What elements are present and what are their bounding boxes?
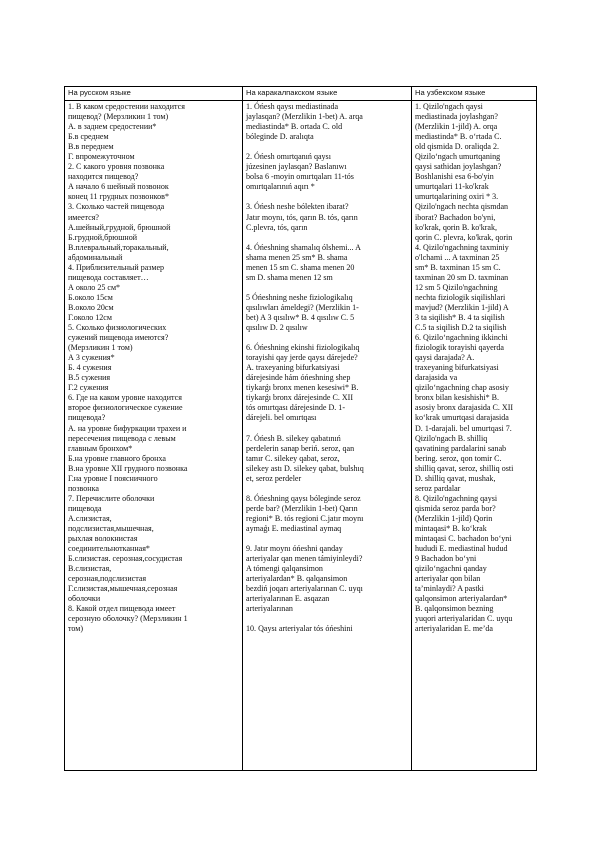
text-line: menen 15 sm C. shama menen 20 [246, 262, 355, 272]
text-line: пищевода? [68, 413, 106, 423]
text-line: подслизистая,мышечная, [68, 523, 154, 533]
text-line: A tómengi qalqansimon [246, 564, 323, 574]
text-line: 5 Óńeshning neshe fiziologikalıq [246, 292, 353, 302]
text-line: Г.на уровне I поясничного [68, 473, 158, 483]
text-line: А. на уровне бифуркации трахеи и [68, 423, 187, 433]
text-line: mediastinda* B. ortada C. old [246, 122, 343, 132]
text-line: Б.в среднем [68, 132, 109, 142]
text-line: mavjud? (Merzlikin 1-jild) A [415, 302, 509, 312]
text-line: bóleginde D. aralıqta [246, 132, 314, 142]
blank-line [246, 484, 408, 494]
text-line: mediastinada joylashgan? [415, 112, 498, 122]
text-line: 7. Перечислите оболочки [68, 493, 155, 503]
text-line: (Merzlikin 1-jild) Qorin [415, 513, 493, 523]
text-line: Boshlanishi esa 6-bo'yin [415, 172, 494, 182]
text-line: 12 sm 5 Qizilo'ngachning [415, 282, 498, 292]
cell-uzbek [412, 101, 537, 771]
text-line: В.около 20см [68, 302, 114, 312]
text-line: tós omırtqası dárejesinde D. 1- [246, 403, 345, 413]
text-line: umurtqalari 11-ko'krak [415, 182, 489, 192]
text-line: Qizilo‘ngach umurtqaning [415, 152, 501, 162]
text-line: Qizilo'ngach nechta qismdan [415, 202, 509, 212]
text-line: qavatining pardalarini sanab [415, 443, 507, 453]
header-karakalpak: На каракалпакском языке [243, 87, 412, 101]
text-line: 9 Bachadon bo‘yni [415, 554, 477, 564]
blank-line [246, 283, 408, 293]
text-line: mintaqasi* B. ko‘krak [415, 523, 487, 533]
text-line: пересечения пищевода с левым [68, 433, 176, 443]
text-line: arteriyalarınan E. asqazan [246, 594, 330, 604]
text-line: Б.на уровне главного бронха [68, 453, 166, 463]
text-line: 3 ta siqilish* B. 4 ta siqilish [415, 312, 505, 322]
text-line: пищевода составляет… [68, 272, 149, 282]
text-line: taxminan 20 sm D. taxminan [415, 272, 509, 282]
text-line: dárejesinde hám óńeshning shep [246, 373, 351, 383]
text-line: jaylasqan? (Merzlikin 1-bet) A. arqa [246, 112, 363, 122]
text-line: hududi E. mediastinal hudud [415, 544, 508, 554]
text-line: находится пищевод? [68, 172, 139, 182]
text-line: sm D. shama menen 12 sm [246, 272, 333, 282]
text-line: ko‘krak umurtqasi darajasida [415, 413, 509, 423]
text-line: 6. Qizilo‘ngachning ikkinchi [415, 333, 508, 343]
text-line: 1. Óńesh qaysı mediastinada [246, 102, 339, 111]
text-line: C.plevra, tós, qarın [246, 222, 308, 232]
text-line: Б.слизистая. серозная,сосудистая [68, 554, 183, 564]
text-line: bezdiń joqarı arteriyalarınan C. uyqı [246, 584, 363, 594]
blank-line [246, 614, 408, 624]
text-line: (Мерзликин 1 том) [68, 343, 133, 353]
blank-line [246, 424, 408, 434]
text-line: darajasida va [415, 373, 458, 383]
text-line: regioni* B. tós regioni C.jatır moynı [246, 513, 364, 523]
text-line: Jatır moynı, tós, qarın B. tós, qarın [246, 212, 358, 222]
text-line: tiykarǵı bronx menen kesesiwi* B. [246, 383, 359, 393]
text-line: iborat? Bachadon bo'yni, [415, 212, 496, 222]
text-line: А начало 6 шейный позвонок [68, 182, 169, 192]
text-line: D. shilliq qavat, mushak, [415, 473, 496, 483]
text-line: 5. Сколько физиологических [68, 323, 167, 333]
text-line: qısılıwları ámeldegi? (Merzlikin 1- [246, 302, 359, 312]
blank-line [246, 534, 408, 544]
text-line: shilliq qavat, seroz, shilliq osti [415, 463, 514, 473]
blank-line [246, 142, 408, 152]
text-line: bering. seroz, qon tomir C. [415, 453, 502, 463]
text-line: mintaqasi C. bachadon bo‘yni [415, 534, 512, 544]
text-line: 8. Qizilo'ngachning qaysi [415, 493, 498, 503]
text-line: arteriyalar qan menen támiyinleydi? [246, 554, 363, 564]
text-line: 4. Приблизительный размер [68, 262, 165, 272]
text-line: позвонка [68, 483, 99, 493]
text-line: qalqonsimon arteriyalardan* [415, 594, 508, 604]
text-line: et, seroz perdeler [246, 473, 302, 483]
text-line: qaysi sathidan joylashgan? [415, 162, 502, 172]
blank-line [246, 233, 408, 243]
text-line: 4. Óńeshning shamalıq ólshemi... A [246, 242, 361, 252]
text-line: А.шейный,грудной, брюшной [68, 222, 171, 232]
text-line: tamır C. silekey qabat, seroz, [246, 453, 340, 463]
text-line: Г.2 сужения [68, 383, 109, 393]
text-line: серозную оболочку? (Мерзликин 1 [68, 614, 188, 624]
text-line: qaysi darajada? A. [415, 353, 475, 363]
text-line: 4. Qizilo'ngachning taxminiy [415, 242, 509, 252]
text-line: Б.грудной,брюшной [68, 232, 138, 242]
text-line: 8. Какой отдел пищевода имеет [68, 604, 176, 614]
text-line: 3. Óńesh neshe bólekten ibarat? [246, 202, 349, 212]
text-line: bet) A 3 qısılıw* B. 4 qısılıw C. 5 [246, 312, 355, 322]
text-line: пищевод? (Мерзликин 1 том) [68, 112, 169, 122]
text-line: В.плевральный,торакальный, [68, 242, 169, 252]
text-line: 6. Óńeshning ekinshi fiziologikalıq [246, 343, 360, 353]
text-line: А.слизистая, [68, 513, 112, 523]
text-line: omırtqalarınıń aqırı * [246, 182, 315, 192]
text-line: 9. Jatır moynı óńeshni qanday [246, 544, 343, 554]
text-line: оболочки [68, 594, 101, 604]
text-line: torayishi qay jerde qaysı dárejede? [246, 353, 358, 363]
text-line: 2. Óńesh omırtqanıń qaysı [246, 152, 331, 162]
text-line: 6. Где на каком уровне находится [68, 393, 182, 403]
text-line: (Merzlikin 1-jild) A. orqa [415, 122, 498, 132]
text-line: В.в переднем [68, 142, 114, 152]
header-uzbek: На узбекском языке [412, 87, 537, 101]
text-line: traxeyaning bifurkatsiyasi [415, 363, 499, 373]
text-line: bronx bilan kesishishi* B. [415, 393, 500, 403]
blank-line [246, 192, 408, 202]
text-line: qismida seroz parda bor? [415, 503, 496, 513]
cell-russian [65, 101, 243, 771]
table-row [65, 101, 537, 771]
text-line: Qizilo'ngach B. shilliq [415, 433, 488, 443]
text-line: perde bar? (Merzlikin 1-bet) Qarın [246, 503, 358, 513]
text-line: nechta fiziologik siqilishlari [415, 292, 506, 302]
text-line: bolsa 6 -moyin omırtqaları 11-tós [246, 172, 354, 182]
text-line: том) [68, 624, 84, 634]
text-line: абдоминальный [68, 252, 123, 262]
text-line: ko'krak, qorin B. ko'krak, [415, 222, 498, 232]
text-line: 7. Óńesh B. silekey qabatınıń [246, 433, 341, 443]
text-line: имеется? [68, 212, 100, 222]
text-line: второе физиологическое сужение [68, 403, 183, 413]
text-line: aymaǵı E. mediastinal aymaq [246, 523, 342, 533]
text-line: Б.около 15см [68, 292, 113, 302]
text-line: А около 25 см* [68, 282, 121, 292]
language-comparison-table [64, 86, 537, 771]
text-line: sm* B. taxminan 15 sm C. [415, 262, 501, 272]
text-line: В.слизистая, [68, 564, 112, 574]
text-line: asosiy bronx darajasida C. XII [415, 403, 514, 413]
text-line: сужений пищевода имеются? [68, 333, 169, 343]
text-line: arteriyalar qon bilan [415, 574, 481, 584]
text-line: umurtqalarining oxiri * 3. [415, 192, 499, 202]
text-line: главным бронхом* [68, 443, 133, 453]
text-line: пищевода [68, 503, 102, 513]
text-line: arteriyalardan* B. qalqansimon [246, 574, 348, 584]
header-russian: На русском языке [65, 87, 243, 101]
text-line: В.5 сужения [68, 373, 111, 383]
text-line: Г.около 12см [68, 312, 112, 322]
text-line: В.на уровне XII грудного позвонка [68, 463, 188, 473]
text-line: o'lchami ... A taxminan 25 [415, 252, 500, 262]
text-line: arteriyalaridan E. me’da [415, 624, 493, 634]
table-header-row [65, 87, 537, 101]
text-line: shama menen 25 sm* B. shama [246, 252, 348, 262]
text-line: 3. Сколько частей пищевода [68, 202, 165, 212]
text-line: C.5 ta siqilish D.2 ta siqilish [415, 323, 507, 333]
text-line: qizilo‘ngachni qanday [415, 564, 487, 574]
text-line: A. traxeyaning bifurkatsiyasi [246, 363, 340, 373]
text-line: tiykarǵı bronx dárejesinde C. XII [246, 393, 354, 403]
text-line: seroz pardalar [415, 483, 461, 493]
text-line: конец 11 грудных позвонков* [68, 192, 169, 202]
text-line: silekey astı D. silekey qabat, bulshıq [246, 463, 364, 473]
text-line: arteriyalarınan [246, 604, 293, 614]
text-line: 2. С какого уровня позвонка [68, 162, 165, 172]
text-line: 1. В каком средостении находится [68, 102, 185, 111]
text-line: D. 1-darajali. bel umurtqasi 7. [415, 423, 512, 433]
text-line: 10. Qaysı arteriyalar tós óńeshini [246, 624, 353, 634]
text-line: dárejeli. bel omırtqası [246, 413, 317, 423]
text-line: А. в заднем средостении* [68, 122, 157, 132]
text-line: соединительнотканная* [68, 544, 150, 554]
text-line: qizilo‘ngachning chap asosiy [415, 383, 509, 393]
text-line: серозная,подслизистая [68, 574, 147, 584]
text-line: fiziologik torayishi qayerda [415, 343, 504, 353]
text-line: А 3 сужения* [68, 353, 115, 363]
blank-line [246, 333, 408, 343]
text-line: Г. впромежуточном [68, 152, 135, 162]
cell-karakalpak [243, 101, 412, 771]
text-line: júzesinen jaylasqan? Baslanıwı [246, 162, 347, 172]
text-line: qısılıw D. 2 qısılıw [246, 323, 308, 333]
text-line: mediastinda* B. o‘rtada C. [415, 132, 502, 142]
text-line: рыхлая волокнистая [68, 534, 138, 544]
text-line: qorin C. plevra, ko'krak, qorin [415, 232, 513, 242]
text-line: old qismida D. oraliqda 2. [415, 142, 500, 152]
text-line: Б. 4 сужения [68, 363, 112, 373]
text-line: perdelerin sanap beriń. seroz, qan [246, 443, 355, 453]
text-line: 1. Qizilo'ngach qaysi [415, 102, 483, 111]
text-line: yuqori arteriyalaridan C. uyqu [415, 614, 513, 624]
text-line: ta’minlaydi? A pastki [415, 584, 484, 594]
text-line: Г.слизистая,мышечная,серозная [68, 584, 178, 594]
text-line: 8. Óńeshning qaysı bóleginde seroz [246, 493, 361, 503]
text-line: B. qalqonsimon bezning [415, 604, 494, 614]
